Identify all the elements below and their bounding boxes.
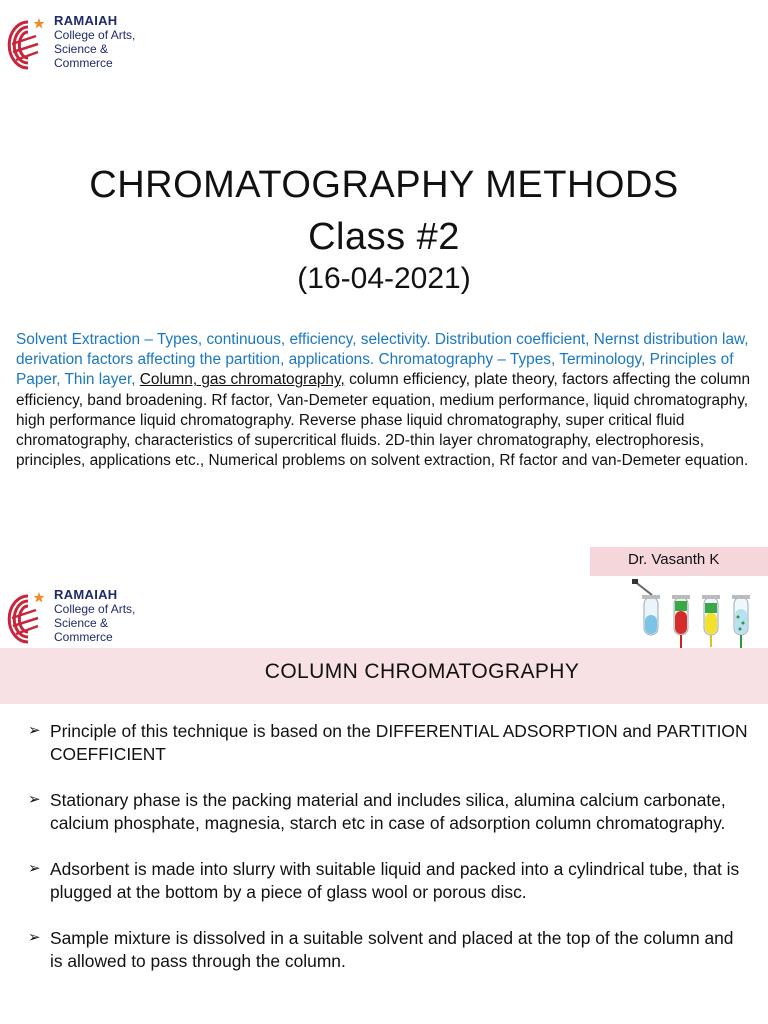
institution-logo [6,588,135,648]
content-slide [0,576,768,1024]
arrow-bullet-icon: ➢ [28,791,41,808]
arrow-bullet-icon: ➢ [28,929,41,946]
ramaiah-logo-icon [6,588,46,648]
list-item [28,789,748,834]
institution-name: RAMAIAH [54,587,118,602]
syllabus-text [16,330,756,471]
list-item [28,720,748,765]
bullet-list [28,720,748,996]
institution-line-3: Commerce [54,56,113,70]
institution-line-1: College of Arts, [54,602,136,616]
bullet-text: Principle of this technique is based on the DIFFERENTIAL ADSORPTION and PARTITION COEFFICIENT [50,721,748,764]
slide-title-line-2: Class #2 [308,216,460,258]
author-name: Dr. Vasanth K [628,551,720,568]
author-box [590,547,768,576]
bullet-text: Adsorbent is made into slurry with suitable liquid and packed into a cylindrical tube, that is plugged at the bottom by a piece of glass wool or porous disc. [50,859,740,902]
institution-logo [6,14,135,74]
arrow-bullet-icon: ➢ [28,860,41,877]
class-date: (16-04-2021) [297,262,471,295]
slide-title-line-1: CHROMATOGRAPHY METHODS [89,164,679,206]
institution-name: RAMAIAH [54,13,118,28]
syllabus-part-1: Solvent Extraction – Types, continuous, efficiency, selectivity. Distribution coefficient, Nernst distribution law, derivation factors affecting the partition, applications. Chromatography – Types, Terminology, Principles of Paper, Thin layer, [16,331,749,389]
syllabus-part-3: column efficiency, plate theory, factors affecting the column efficiency, band broadening. Rf factor, Van-Demeter equation, medium performance, liquid chromatography, high performance liquid chromatography. Reverse phase liquid chromatography, super critical fluid chromatography, characteristics of supercritical fluids. 2D-thin layer chromatography, electrophoresis, principles, applications etc., Numerical problems on solvent extraction, Rf factor and van-Demeter equation. [16,371,751,470]
arrow-bullet-icon: ➢ [28,722,41,739]
test-tubes-icon [628,579,758,655]
ramaiah-logo-icon [6,14,46,74]
institution-line-3: Commerce [54,630,113,644]
list-item [28,858,748,903]
slide-title: COLUMN CHROMATOGRAPHY [264,660,580,683]
institution-line-2: Science & [54,42,109,56]
institution-line-2: Science & [54,616,109,630]
syllabus-highlight: Column, gas chromatography, [139,371,345,389]
bullet-text: Stationary phase is the packing material and includes silica, alumina calcium carbonate, calcium phosphate, magnesia, starch etc in case of adsorption column chromatography. [50,790,726,833]
list-item [28,927,748,972]
bullet-text: Sample mixture is dissolved in a suitable solvent and placed at the top of the column and is allowed to pass through the column. [50,928,734,971]
institution-line-1: College of Arts, [54,28,136,42]
